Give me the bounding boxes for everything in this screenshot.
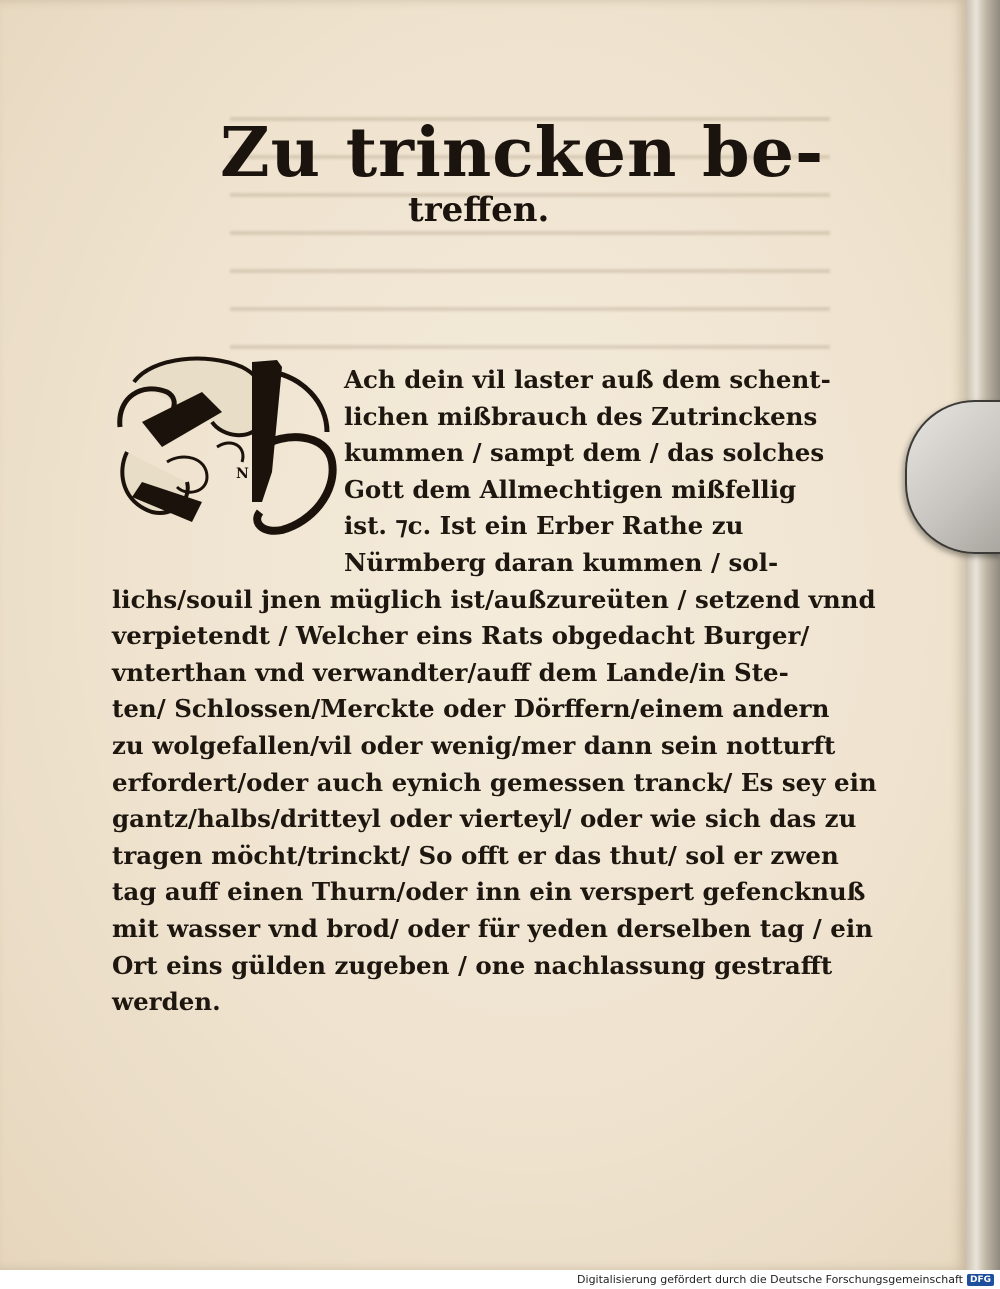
page-edge	[966, 0, 1000, 1270]
text-line: gantz/halbs/dritteyl oder vierteyl/ oder wie sich das zu	[112, 804, 857, 834]
page-title-continuation: treffen.	[408, 190, 550, 230]
text-line: erfordert/oder auch eynich gemessen tranck/ Es sey ein	[112, 767, 877, 797]
body-text	[112, 362, 877, 1021]
page-title: Zu trincken be-	[220, 113, 825, 193]
initial-letter: N	[236, 466, 249, 482]
text-line: zu wolgefallen/vil oder wenig/mer dann sein notturft	[112, 730, 836, 760]
text-line: vnterthan vnd verwandter/auff dem Lande/in Ste-	[112, 657, 789, 687]
credit-text: Digitalisierung gefördert durch die Deutsche Forschungsgemeinschaft	[577, 1273, 963, 1286]
text-line: lichen mißbrauch des Zutrinckens	[344, 401, 818, 431]
text-line: kummen / sampt dem / das solches	[344, 438, 825, 468]
text-line: tag auff einen Thurn/oder inn ein verspert gefencknuß	[112, 877, 866, 907]
text-line: ist. ⁊c. Ist ein Erber Rathe zu	[344, 511, 744, 541]
text-line: Gott dem Allmechtigen mißfellig	[344, 474, 797, 504]
text-line: mit wasser vnd brod/ oder für yeden derselben tag / ein	[112, 913, 873, 943]
digitization-credit	[0, 1270, 1000, 1289]
dfg-logo: DFG	[967, 1274, 994, 1286]
text-line: tragen möcht/trinckt/ So offt er das thut/ sol er zwen	[112, 840, 839, 870]
text-line: werden.	[112, 987, 221, 1017]
text-line: ten/ Schlossen/Merckte oder Dörffern/einem andern	[112, 694, 830, 724]
text-line: Nürmberg daran kummen / sol-	[344, 547, 779, 577]
text-line: lichs/souil jnen müglich ist/außzureüten / setzend vnnd	[112, 584, 876, 614]
text-line: verpietendt / Welcher eins Rats obgedacht Burger/	[112, 621, 810, 651]
text-line: Ort eins gülden zugeben / one nachlassung gestrafft	[112, 950, 833, 980]
text-line: Ach dein vil laster auß dem schent-	[344, 365, 831, 394]
